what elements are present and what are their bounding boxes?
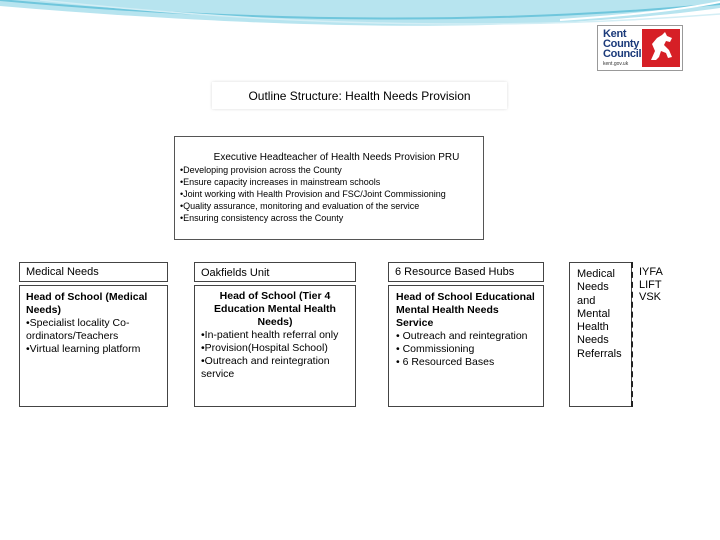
- list-item: • 6 Resourced Bases: [396, 356, 495, 368]
- oakfields-unit-box: [194, 285, 356, 407]
- logo-line-county: County: [603, 38, 640, 50]
- list-item: • Commissioning: [396, 343, 475, 355]
- medical-head-of-school: Head of School (Medical Needs): [26, 291, 148, 316]
- oakfields-bullets: [201, 329, 349, 381]
- medical-needs-header: Medical Needs: [19, 262, 168, 282]
- list-item: •Developing provision across the County: [180, 165, 342, 175]
- logo-line-council: Council: [603, 48, 642, 60]
- diagram-title: Outline Structure: Health Needs Provision: [212, 82, 507, 109]
- referrals-box: Medical Needs and Mental Health Needs Referrals: [569, 262, 632, 407]
- resource-hubs-box: [388, 285, 544, 407]
- list-item: •Outreach and reintegration service: [201, 355, 330, 380]
- executive-headteacher-box: [174, 136, 484, 240]
- oakfields-unit-header: Oakfields Unit: [194, 262, 356, 282]
- medical-bullets: [26, 317, 161, 356]
- list-item: LIFT: [639, 278, 662, 291]
- logo-brand-text: [603, 29, 641, 59]
- executive-responsibilities: [180, 164, 483, 224]
- list-item: •Joint working with Health Provision and FSC/Joint Commissioning: [180, 189, 446, 199]
- dashed-divider: [631, 262, 633, 407]
- list-item: VSK: [639, 291, 662, 303]
- oakfields-head-of-school: Head of School (Tier 4 Education Mental Health Needs): [214, 290, 336, 328]
- hubs-bullets: [396, 330, 536, 369]
- logo-tagline: kent.gov.uk: [603, 61, 629, 67]
- white-horse-icon: [642, 29, 680, 67]
- partner-services-list: [639, 266, 663, 304]
- list-item: •Ensure capacity increases in mainstream schools: [180, 177, 381, 187]
- list-item: •In-patient health referral only: [201, 329, 339, 341]
- list-item: •Quality assurance, monitoring and evaluation of the service: [180, 201, 420, 211]
- logo-line-kent: Kent: [603, 28, 627, 40]
- medical-needs-box: [19, 285, 168, 407]
- list-item: •Provision(Hospital School): [201, 342, 328, 354]
- executive-title: Executive Headteacher of Health Needs Provision PRU: [213, 152, 460, 163]
- list-item: •Virtual learning platform: [26, 343, 141, 355]
- list-item: • Outreach and reintegration: [396, 330, 528, 342]
- list-item: IYFA: [639, 266, 663, 278]
- hubs-head-of-school: Head of School Educational Mental Health Needs Service: [396, 291, 535, 329]
- kent-county-council-logo: [597, 25, 683, 71]
- list-item: •Specialist locality Co-ordinators/Teachers: [26, 317, 130, 342]
- resource-hubs-header: 6 Resource Based Hubs: [388, 262, 544, 282]
- list-item: •Ensuring consistency across the County: [180, 213, 344, 223]
